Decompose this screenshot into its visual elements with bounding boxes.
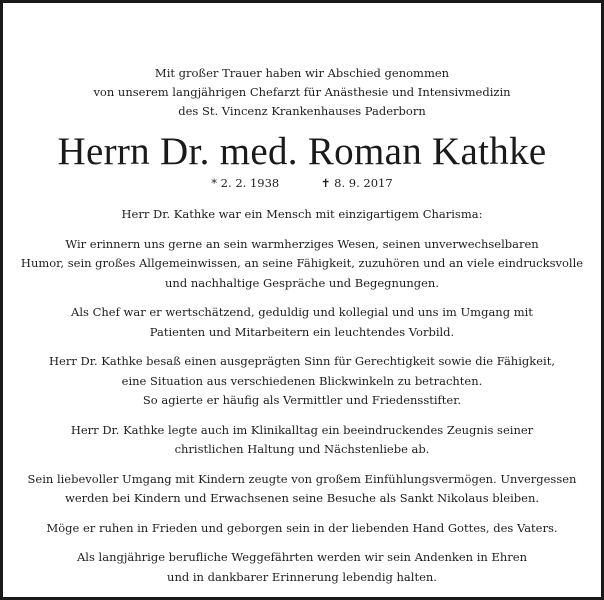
tribute-line: Herr Dr. Kathke war ein Mensch mit einzigartigem Charisma:: [121, 207, 483, 221]
tribute-paragraph: [6, 235, 598, 294]
tribute-paragraph: [6, 421, 598, 460]
tribute-paragraph: [6, 470, 598, 509]
tribute-line: Wir erinnern uns gerne an sein warmherziges Wesen, seinen unverwechselbaren: [65, 236, 539, 251]
tribute-line: und in dankbarer Erinnerung lebendig halten.: [167, 569, 437, 584]
tribute-paragraph: [6, 548, 598, 587]
tribute-line: So agierte er häufig als Vermittler und Friedensstifter.: [142, 393, 462, 407]
tribute-paragraph: [6, 303, 598, 342]
tribute-paragraph: [6, 205, 598, 225]
tribute-line: Herr Dr. Kathke legte auch im Klinikalltag ein beeindruckendes Zeugnis seiner: [70, 422, 534, 437]
intro-text: [6, 64, 598, 121]
tribute-line: Sein liebevoller Umgang mit Kindern zeugte von großem Einfühlungsvermögen. Unvergessen: [27, 471, 577, 486]
tribute-line: werden bei Kindern und Erwachsenen seine Besuche als Sankt Nikolaus bleiben.: [64, 491, 539, 505]
tribute-line: christlichen Haltung und Nächstenliebe ab.: [174, 442, 430, 456]
tribute-line: Humor, sein großes Allgemeinwissen, an seine Fähigkeit, zuzuhören und an viele eindrucksvolle: [20, 256, 584, 270]
tribute-paragraph: [6, 519, 598, 539]
deceased-name: Herrn Dr. med. Roman Kathke: [57, 130, 547, 173]
tribute-line: Als langjährige berufliche Weggefährten werden wir sein Andenken in Ehren: [77, 550, 527, 564]
tribute-line: Möge er ruhen in Frieden und geborgen sein in der liebenden Hand Gottes, des Vaters.: [46, 520, 558, 535]
tribute-text: [6, 205, 598, 597]
intro-line: Mit großer Trauer haben wir Abschied genommen: [154, 66, 450, 80]
tribute-paragraph: [6, 352, 598, 411]
tribute-line: Herr Dr. Kathke besaß einen ausgeprägten Sinn für Gerechtigkeit sowie die Fähigkeit,: [49, 354, 555, 368]
life-dates: [6, 175, 598, 191]
intro-line: von unserem langjährigen Chefarzt für Anästhesie und Intensivmedizin: [93, 85, 511, 99]
intro-line: des St. Vincenz Krankenhauses Paderborn: [178, 104, 426, 118]
obituary-content: [6, 6, 598, 594]
birth-date: * 2. 2. 1938: [211, 176, 280, 190]
death-date: ✝ 8. 9. 2017: [320, 176, 393, 190]
tribute-line: Patienten und Mitarbeitern ein leuchtendes Vorbild.: [149, 324, 455, 339]
tribute-line: eine Situation aus verschiedenen Blickwinkeln zu betrachten.: [121, 373, 483, 388]
tribute-line: Als Chef war er wertschätzend, geduldig und kollegial und uns im Umgang mit: [71, 305, 533, 319]
tribute-line: und nachhaltige Gespräche und Begegnungen.: [165, 275, 439, 290]
